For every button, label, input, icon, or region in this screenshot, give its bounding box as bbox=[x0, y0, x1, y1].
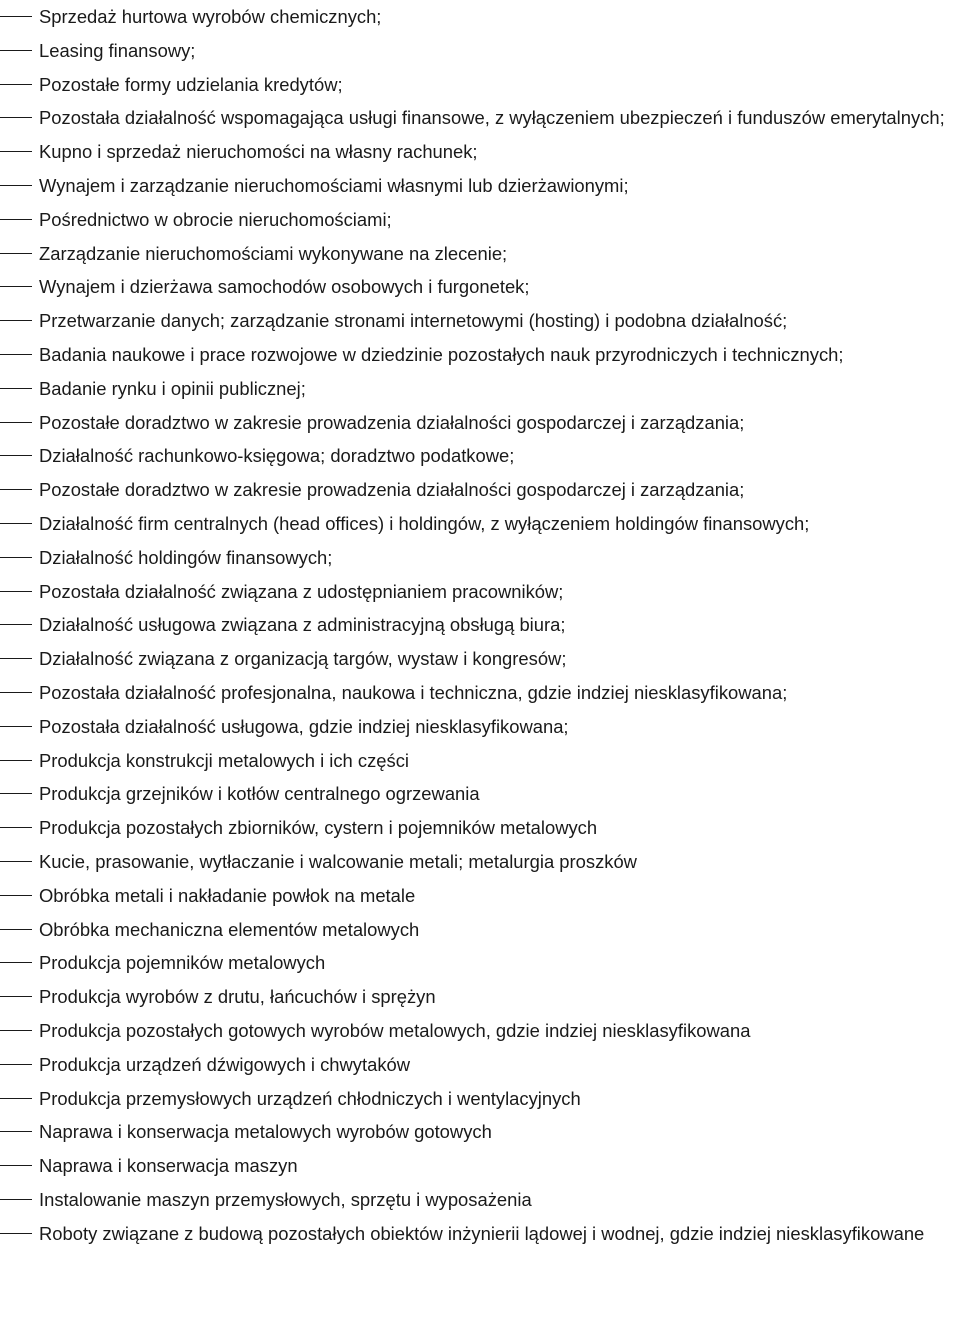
list-item-text: Pozostała działalność usługowa, gdzie indziej niesklasyfikowana; bbox=[39, 715, 569, 737]
list-item bbox=[0, 575, 960, 609]
list-item-text: Produkcja urządzeń dźwigowych i chwytaków bbox=[39, 1053, 411, 1075]
list-item bbox=[0, 1115, 960, 1149]
list-item-text: Wynajem i zarządzanie nieruchomościami własnymi lub dzierżawionymi; bbox=[39, 174, 629, 196]
list-item bbox=[0, 0, 960, 34]
list-item bbox=[0, 507, 960, 541]
dash-bullet-icon bbox=[0, 929, 32, 930]
list-item-text: Kucie, prasowanie, wytłaczanie i walcowanie metali; metalurgia proszków bbox=[39, 850, 637, 872]
dash-bullet-icon bbox=[0, 489, 32, 490]
dash-bullet-icon bbox=[0, 185, 32, 186]
list-item-text: Działalność związana z organizacją targów, wystaw i kongresów; bbox=[39, 648, 567, 670]
list-item-text: Działalność usługowa związana z administracyjną obsługą biura; bbox=[39, 614, 566, 636]
dash-bullet-icon bbox=[0, 895, 32, 896]
dash-bullet-icon bbox=[0, 151, 32, 152]
dash-bullet-icon bbox=[0, 388, 32, 389]
list-item bbox=[0, 676, 960, 710]
list-item-text: Naprawa i konserwacja metalowych wyrobów gotowych bbox=[39, 1121, 492, 1143]
dash-bullet-icon bbox=[0, 219, 32, 220]
list-item bbox=[0, 372, 960, 406]
dash-bullet-icon bbox=[0, 455, 32, 456]
list-item bbox=[0, 1183, 960, 1217]
list-item-text: Pozostała działalność wspomagająca usługi finansowe, z wyłączeniem ubezpieczeń i funduszów emerytalnych; bbox=[39, 107, 945, 129]
dash-bullet-icon bbox=[0, 84, 32, 85]
list-item bbox=[0, 710, 960, 744]
dash-bullet-icon bbox=[0, 827, 32, 828]
list-item-text: Kupno i sprzedaż nieruchomości na własny rachunek; bbox=[39, 141, 478, 163]
list-item bbox=[0, 203, 960, 237]
list-item-text: Produkcja konstrukcji metalowych i ich części bbox=[39, 749, 409, 771]
list-item-text: Działalność rachunkowo-księgowa; doradztwo podatkowe; bbox=[39, 445, 515, 467]
dash-bullet-icon bbox=[0, 117, 32, 118]
dash-bullet-icon bbox=[0, 557, 32, 558]
list-item-text: Produkcja wyrobów z drutu, łańcuchów i sprężyn bbox=[39, 986, 436, 1008]
list-item bbox=[0, 913, 960, 947]
list-item bbox=[0, 1217, 960, 1251]
list-item bbox=[0, 608, 960, 642]
list-item-text: Produkcja pojemników metalowych bbox=[39, 952, 326, 974]
list-item bbox=[0, 1014, 960, 1048]
list-item bbox=[0, 879, 960, 913]
list-item bbox=[0, 338, 960, 372]
dash-bullet-icon bbox=[0, 253, 32, 254]
list-item-text: Instalowanie maszyn przemysłowych, sprzętu i wyposażenia bbox=[39, 1188, 532, 1210]
list-item bbox=[0, 439, 960, 473]
dash-bullet-icon bbox=[0, 726, 32, 727]
list-item-text: Obróbka mechaniczna elementów metalowych bbox=[39, 918, 420, 940]
dash-bullet-icon bbox=[0, 16, 32, 17]
list-item-text: Wynajem i dzierżawa samochodów osobowych i furgonetek; bbox=[39, 276, 530, 298]
list-item-text: Działalność firm centralnych (head offices) i holdingów, z wyłączeniem holdingów finansowych; bbox=[39, 512, 810, 534]
list-item bbox=[0, 541, 960, 575]
list-item-text: Pozostała działalność związana z udostępnianiem pracowników; bbox=[39, 580, 564, 602]
list-item-text: Sprzedaż hurtowa wyrobów chemicznych; bbox=[39, 6, 382, 27]
dash-bullet-icon bbox=[0, 962, 32, 963]
list-item bbox=[0, 68, 960, 102]
dash-bullet-icon bbox=[0, 861, 32, 862]
dash-bullet-icon bbox=[0, 422, 32, 423]
list-item bbox=[0, 1048, 960, 1082]
list-item bbox=[0, 744, 960, 778]
dash-bullet-icon bbox=[0, 1098, 32, 1099]
list-item-text: Pozostałe doradztwo w zakresie prowadzenia działalności gospodarczej i zarządzania; bbox=[39, 411, 745, 433]
dash-bullet-icon bbox=[0, 793, 32, 794]
list-item-text: Produkcja grzejników i kotłów centralnego ogrzewania bbox=[39, 783, 480, 805]
list-item bbox=[0, 642, 960, 676]
list-item-text: Naprawa i konserwacja maszyn bbox=[39, 1155, 298, 1177]
list-item-text: Badania naukowe i prace rozwojowe w dziedzinie pozostałych nauk przyrodniczych i technicznych; bbox=[39, 343, 844, 365]
list-item bbox=[0, 304, 960, 338]
list-item-text: Leasing finansowy; bbox=[39, 39, 196, 61]
list-item bbox=[0, 946, 960, 980]
list-item-text: Produkcja przemysłowych urządzeń chłodniczych i wentylacyjnych bbox=[39, 1087, 581, 1109]
dash-bullet-icon bbox=[0, 286, 32, 287]
list-item bbox=[0, 811, 960, 845]
list-item-text: Przetwarzanie danych; zarządzanie stronami internetowymi (hosting) i podobna działalność; bbox=[39, 310, 788, 332]
list-item bbox=[0, 237, 960, 271]
list-item bbox=[0, 1082, 960, 1116]
list-item-text: Pozostała działalność profesjonalna, naukowa i techniczna, gdzie indziej niesklasyfikowana; bbox=[39, 681, 788, 703]
dash-bullet-icon bbox=[0, 996, 32, 997]
list-item bbox=[0, 101, 960, 135]
dash-bullet-icon bbox=[0, 523, 32, 524]
list-item-text: Badanie rynku i opinii publicznej; bbox=[39, 377, 306, 399]
list-item-text: Pośrednictwo w obrocie nieruchomościami; bbox=[39, 208, 392, 230]
list-item bbox=[0, 1149, 960, 1183]
dash-bullet-icon bbox=[0, 658, 32, 659]
dash-bullet-icon bbox=[0, 760, 32, 761]
list-item-text: Obróbka metali i nakładanie powłok na metale bbox=[39, 884, 416, 906]
dash-bullet-icon bbox=[0, 624, 32, 625]
dash-bullet-icon bbox=[0, 1165, 32, 1166]
dash-bullet-icon bbox=[0, 1131, 32, 1132]
list-item-text: Produkcja pozostałych zbiorników, cystern i pojemników metalowych bbox=[39, 817, 598, 839]
list-item-text: Pozostałe formy udzielania kredytów; bbox=[39, 73, 343, 95]
dash-bullet-icon bbox=[0, 320, 32, 321]
list-item-text: Zarządzanie nieruchomościami wykonywane na zlecenie; bbox=[39, 242, 508, 264]
dash-bullet-icon bbox=[0, 692, 32, 693]
list-item bbox=[0, 845, 960, 879]
list-item bbox=[0, 980, 960, 1014]
list-item-text: Roboty związane z budową pozostałych obiektów inżynierii lądowej i wodnej, gdzie indziej niesklasyfikowane bbox=[39, 1222, 925, 1244]
list-item bbox=[0, 473, 960, 507]
list-item-text: Pozostałe doradztwo w zakresie prowadzenia działalności gospodarczej i zarządzania; bbox=[39, 479, 745, 501]
dash-bullet-icon bbox=[0, 1233, 32, 1234]
dash-bullet-icon bbox=[0, 591, 32, 592]
list-item bbox=[0, 135, 960, 169]
list-item-text: Działalność holdingów finansowych; bbox=[39, 546, 333, 568]
dash-bullet-icon bbox=[0, 1199, 32, 1200]
list-item bbox=[0, 270, 960, 304]
dash-bullet-icon bbox=[0, 50, 32, 51]
list-item bbox=[0, 406, 960, 440]
dash-bullet-icon bbox=[0, 1030, 32, 1031]
list-item bbox=[0, 169, 960, 203]
list-item bbox=[0, 34, 960, 68]
dash-bullet-icon bbox=[0, 354, 32, 355]
list-item bbox=[0, 777, 960, 811]
list-item-text: Produkcja pozostałych gotowych wyrobów metalowych, gdzie indziej niesklasyfikowana bbox=[39, 1019, 751, 1041]
dash-bullet-icon bbox=[0, 1064, 32, 1065]
